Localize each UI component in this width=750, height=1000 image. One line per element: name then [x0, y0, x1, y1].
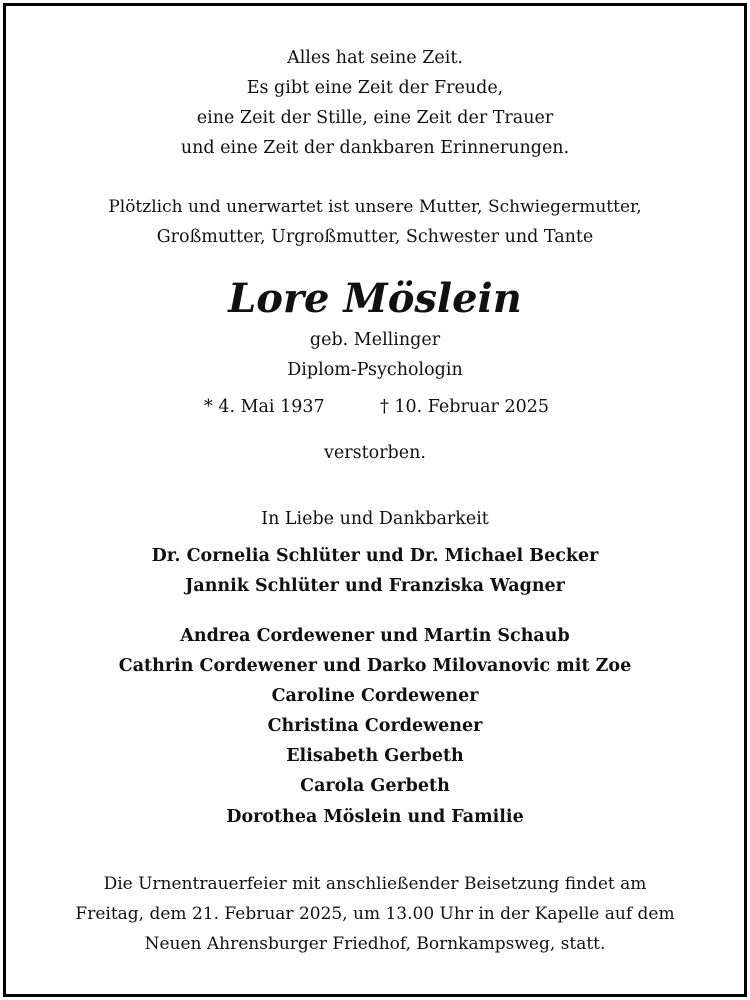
professional-title: Diplom-Psychologin	[287, 360, 463, 380]
ceremony-line-3: Neuen Ahrensburger Friedhof, Bornkampsweg, statt.	[144, 934, 606, 954]
mourner-line: Cathrin Cordewener und Darko Milovanovic mit Zoe	[118, 656, 632, 676]
quote-line-2: Es gibt eine Zeit der Freude,	[246, 78, 504, 98]
mourner-line: Andrea Cordewener und Martin Schaub	[180, 626, 570, 646]
intro-line-2: Großmutter, Urgroßmutter, Schwester und Tante	[156, 227, 594, 247]
mourner-line: Dr. Cornelia Schlüter und Dr. Michael Becker	[151, 546, 599, 566]
mourner-line: Christina Cordewener	[267, 716, 483, 736]
maiden-name: geb. Mellinger	[309, 330, 441, 350]
mourners-intro: In Liebe und Dankbarkeit	[261, 509, 489, 529]
intro-line-1: Plötzlich und unerwartet ist unsere Mutter, Schwiegermutter,	[108, 197, 642, 217]
mourner-line: Jannik Schlüter und Franziska Wagner	[185, 576, 565, 596]
ceremony-line-2: Freitag, dem 21. Februar 2025, um 13.00 Uhr in der Kapelle auf dem	[75, 904, 675, 924]
obituary-frame	[3, 3, 747, 997]
ceremony-line-1: Die Urnentrauerfeier mit anschließender Beisetzung findet am	[103, 874, 647, 894]
birth-date: * 4. Mai 1937	[204, 397, 325, 417]
mourner-line: Caroline Cordewener	[271, 686, 479, 706]
quote-line-1: Alles hat seine Zeit.	[287, 48, 463, 68]
deceased-name: Lore Möslein	[228, 275, 522, 322]
mourner-line: Carola Gerbeth	[300, 776, 450, 796]
death-date: † 10. Februar 2025	[380, 397, 549, 417]
mourner-line: Elisabeth Gerbeth	[286, 746, 464, 766]
verb-line: verstorben.	[324, 443, 426, 463]
mourner-line: Dorothea Möslein und Familie	[226, 807, 524, 827]
quote-line-3: eine Zeit der Stille, eine Zeit der Trauer	[196, 108, 554, 128]
quote-line-4: und eine Zeit der dankbaren Erinnerungen.	[180, 138, 570, 158]
